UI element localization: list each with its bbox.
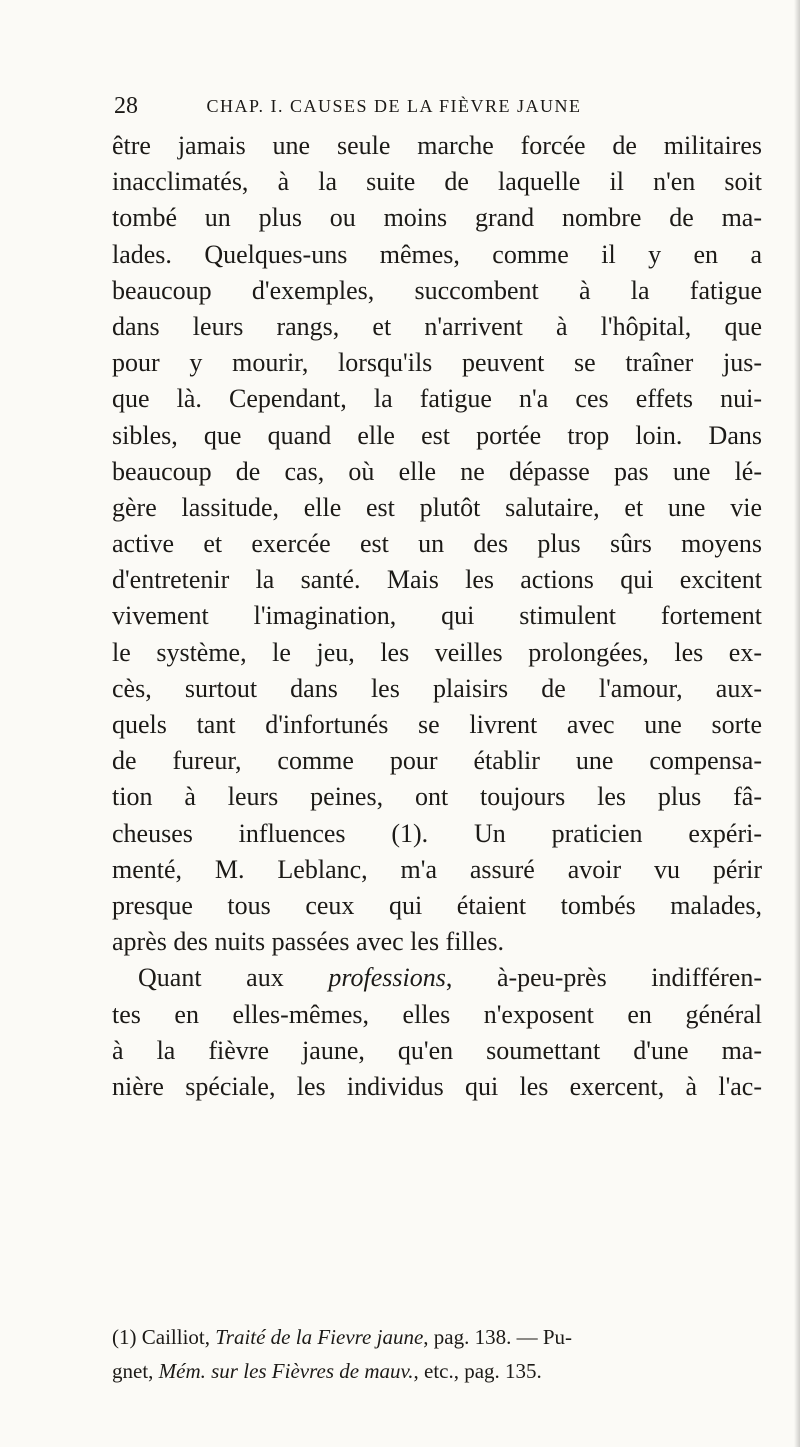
footnote-1-line-2 <box>112 1354 762 1388</box>
text-line: cheuses influences (1). Un praticien expéri- <box>112 818 762 848</box>
text-line: le système, le jeu, les veilles prolongées, les ex- <box>112 637 762 667</box>
text-line: d'entretenir la santé. Mais les actions qui excitent <box>112 565 762 595</box>
text-line: à la fièvre jaune, qu'en soumettant d'une ma- <box>112 1035 762 1065</box>
text-line: presque tous ceux qui étaient tombés malades, <box>112 890 762 920</box>
text-line: pour y mourir, lorsqu'ils peuvent se traîner jus- <box>112 348 762 378</box>
page-edge-shadow <box>794 0 800 1447</box>
text-line: tombé un plus ou moins grand nombre de ma- <box>112 203 762 233</box>
body-text <box>112 128 762 1105</box>
text-line: menté, M. Leblanc, m'a assuré avoir vu périr <box>112 854 762 884</box>
text-line: vivement l'imagination, qui stimulent fortement <box>112 601 762 631</box>
text-line: sibles, que quand elle est portée trop loin. Dans <box>112 420 762 450</box>
text-line: beaucoup d'exemples, succombent à la fatigue <box>112 275 762 305</box>
text-line: être jamais une seule marche forcée de militaires <box>112 131 762 160</box>
text-run: , à-peu-près indifféren- <box>445 963 762 993</box>
text-line: tes en elles-mêmes, elles n'exposent en général <box>112 999 762 1029</box>
footnotes <box>112 1320 762 1388</box>
footnote-text: gnet, <box>112 1359 159 1383</box>
page-number: 28 <box>114 93 138 119</box>
running-head: CHAP. I. CAUSES DE LA FIÈVRE JAUNE <box>206 96 582 116</box>
footnote-title: Mém. sur les Fièvres de mauv. <box>158 1359 414 1383</box>
page-header <box>114 88 674 124</box>
italic-term: professions <box>328 963 446 993</box>
text-run: Quant aux <box>138 963 329 993</box>
text-line: après des nuits passées avec les filles. <box>112 927 505 957</box>
footnote-title: Traité de la Fievre jaune <box>215 1325 424 1349</box>
footnote-1-line-1 <box>112 1320 762 1354</box>
footnote-text: , pag. 138. — Pu- <box>423 1325 573 1349</box>
text-line: dans leurs rangs, et n'arrivent à l'hôpital, que <box>112 311 762 341</box>
text-line: tion à leurs peines, ont toujours les plus fâ- <box>112 782 762 812</box>
footnote-text: (1) Cailliot, <box>112 1325 216 1349</box>
text-line: active et exercée est un des plus sûrs moyens <box>112 529 762 559</box>
text-line: quels tant d'infortunés se livrent avec une sorte <box>112 710 762 739</box>
paragraph-start-line <box>112 960 762 996</box>
text-line: de fureur, comme pour établir une compensa- <box>112 746 762 776</box>
text-line: inacclimatés, à la suite de laquelle il n'en soit <box>112 167 762 197</box>
text-line: beaucoup de cas, où elle ne dépasse pas une lé- <box>112 456 762 486</box>
footnote-text: , etc., pag. 135. <box>413 1359 542 1383</box>
text-line: que là. Cependant, la fatigue n'a ces effets nui- <box>112 384 762 414</box>
text-line: lades. Quelques-uns mêmes, comme il y en a <box>112 239 762 269</box>
text-line: nière spéciale, les individus qui les exercent, à l'ac- <box>112 1071 762 1101</box>
text-line: cès, surtout dans les plaisirs de l'amour, aux- <box>112 673 762 703</box>
text-line: gère lassitude, elle est plutôt salutaire, et une vie <box>112 492 762 522</box>
